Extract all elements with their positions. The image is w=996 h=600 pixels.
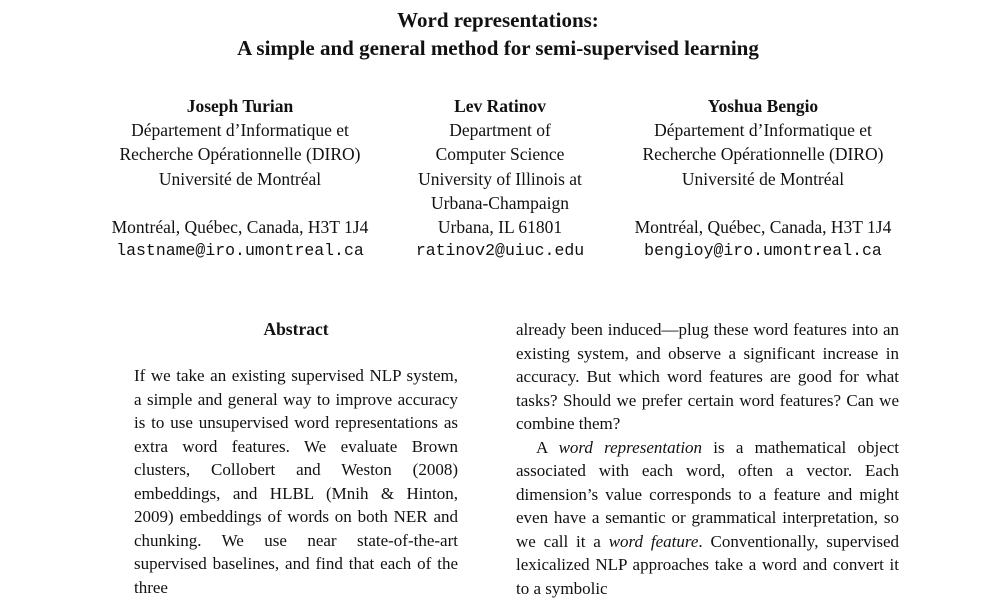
author-block-ratinov bbox=[390, 94, 610, 263]
intro-paragraph-2 bbox=[516, 436, 899, 600]
spacer bbox=[70, 191, 410, 215]
author-email[interactable]: lastname@iro.umontreal.ca bbox=[70, 239, 410, 263]
abstract-body bbox=[134, 364, 458, 599]
author-name: Lev Ratinov bbox=[390, 94, 610, 118]
term-word-representation: word representation bbox=[559, 438, 702, 457]
author-name: Joseph Turian bbox=[70, 94, 410, 118]
author-email[interactable]: ratinov2@uiuc.edu bbox=[390, 239, 610, 263]
author-block-turian bbox=[70, 94, 410, 263]
author-affiliation-line: Département d’Informatique et bbox=[593, 118, 933, 142]
intro-text: . Conventionally, supervised lexicalized NLP approaches take a word and convert it to a symbolic bbox=[516, 532, 899, 598]
abstract-heading: Abstract bbox=[134, 318, 458, 340]
author-name: Yoshua Bengio bbox=[593, 94, 933, 118]
intro-paragraph-1: already been induced—plug these word features into an existing system, and observe a significant increase in accuracy. But which word features are good for what tasks? Should we prefer certain word features? Can we combine them? bbox=[516, 318, 899, 436]
author-affiliation-line: Université de Montréal bbox=[593, 167, 933, 191]
author-affiliation-line: University of Illinois at bbox=[390, 167, 610, 191]
intro-text: A bbox=[536, 438, 559, 457]
abstract-paragraph: If we take an existing supervised NLP system, a simple and general way to improve accuracy is to use unsupervised word representations as extra word features. We evaluate Brown clusters, Collobert and Weston (2008) embeddings, and HLBL (Mnih & Hinton, 2009) embeddings of words on both NER and chunking. We use near state-of-the-art supervised baselines, and find that each of the three bbox=[134, 364, 458, 599]
intro-column bbox=[516, 318, 899, 600]
author-block-bengio bbox=[593, 94, 933, 263]
author-affiliation-line: Urbana-Champaign bbox=[390, 191, 610, 215]
paper-title-line-2: A simple and general method for semi-supervised learning bbox=[0, 35, 996, 62]
spacer bbox=[593, 191, 933, 215]
author-email[interactable]: bengioy@iro.umontreal.ca bbox=[593, 239, 933, 263]
author-affiliation-line: Recherche Opérationnelle (DIRO) bbox=[70, 142, 410, 166]
intro-text: is a mathematical object associated with each word, often a vector. Each dimension’s value corresponds to a feature and might even have a semantic or grammatical interpretation, so we call it a bbox=[516, 438, 899, 551]
author-affiliation-line: Department of bbox=[390, 118, 610, 142]
author-affiliation-line: Département d’Informatique et bbox=[70, 118, 410, 142]
author-affiliation-line: Computer Science bbox=[390, 142, 610, 166]
term-word-feature: word feature bbox=[609, 532, 699, 551]
author-affiliation-line: Recherche Opérationnelle (DIRO) bbox=[593, 142, 933, 166]
author-affiliation-line: Université de Montréal bbox=[70, 167, 410, 191]
paper-title-line-1: Word representations: bbox=[0, 7, 996, 34]
author-location: Montréal, Québec, Canada, H3T 1J4 bbox=[593, 215, 933, 239]
author-location: Montréal, Québec, Canada, H3T 1J4 bbox=[70, 215, 410, 239]
author-location: Urbana, IL 61801 bbox=[390, 215, 610, 239]
